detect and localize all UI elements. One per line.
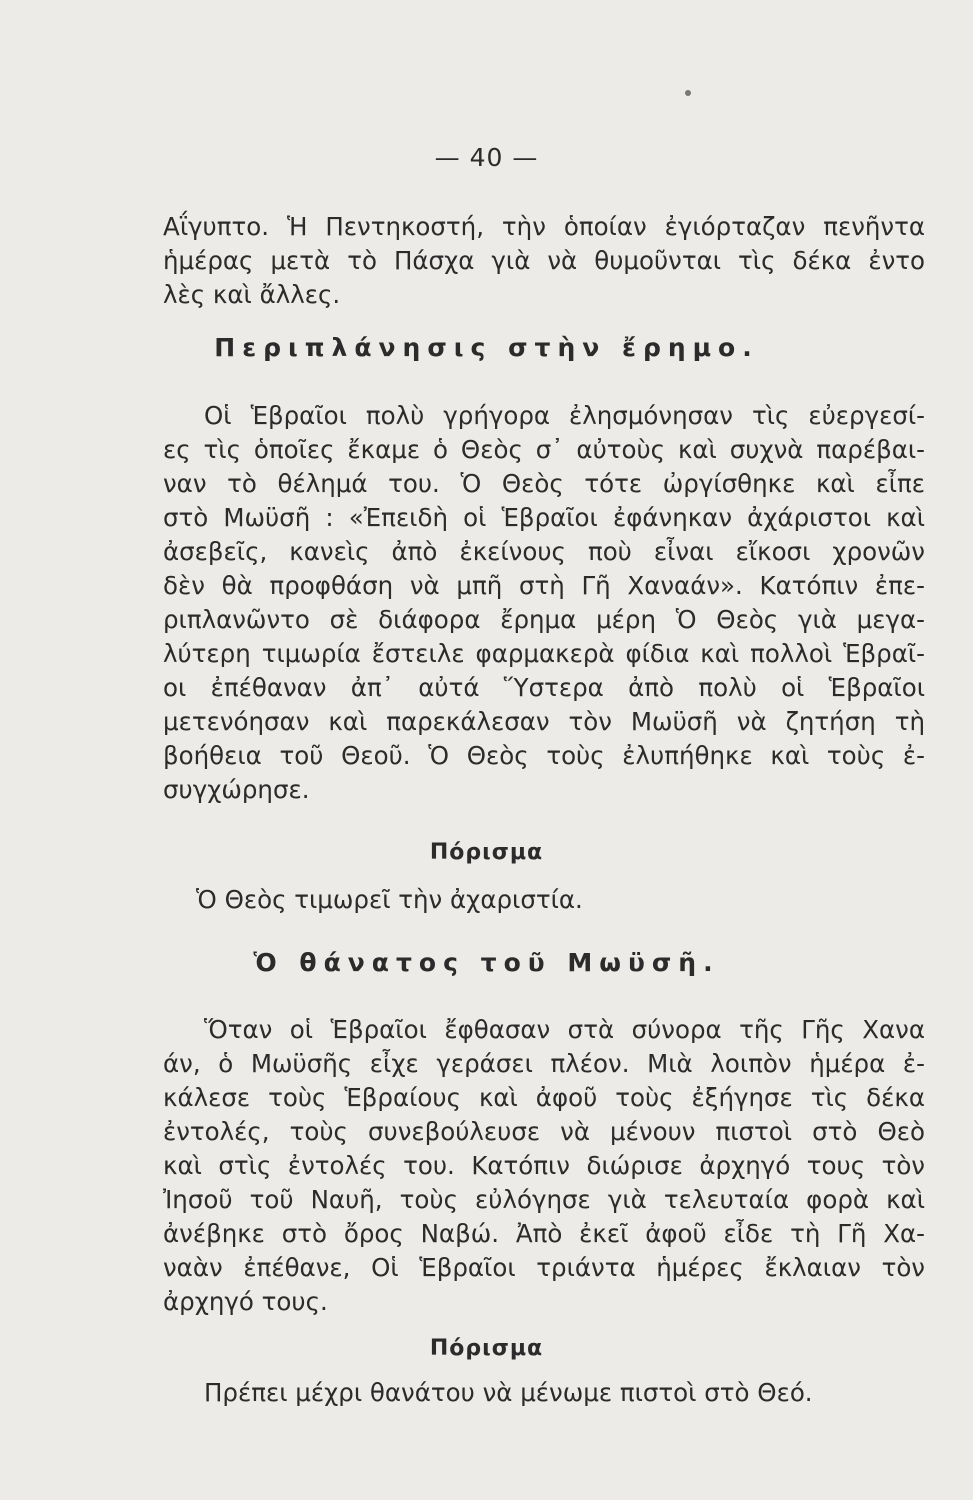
text-line: κάλεσε τοὺς Ἑβραίους καὶ ἀφοῦ τοὺς ἐξήγησε τὶς δέκα <box>163 1083 925 1112</box>
text-line: ἀρχηγό τους. <box>163 1287 328 1316</box>
text-line: ναν τὸ θέλημά του. Ὁ Θεὸς τότε ὠργίσθηκε καὶ εἶπε <box>163 469 925 498</box>
porisma-label: Πόρισμα <box>429 1336 544 1361</box>
text-line: ναὰν ἐπέθανε, Οἱ Ἑβραῖοι τριάντα ἡμέρες ἔκλαιαν τὸν <box>163 1253 925 1282</box>
text-line: μετενόησαν καὶ παρεκάλεσαν τὸν Μωϋσῆ νὰ ζητήση τὴ <box>163 707 925 736</box>
porisma-label: Πόρισμα <box>429 840 544 865</box>
ink-speck <box>685 90 691 96</box>
text-line: ἐντολές, τοὺς συνεβούλευσε νὰ μένουν πιστοὶ στὸ Θεὸ <box>163 1117 925 1146</box>
text-line: βοήθεια τοῦ Θεοῦ. Ὁ Θεὸς τοὺς ἐλυπήθηκε καὶ τοὺς ἐ- <box>163 741 925 770</box>
text-line: στὸ Μωϋσῆ : «Ἐπειδὴ οἱ Ἑβραῖοι ἐφάνηκαν ἀχάριστοι καὶ <box>163 503 925 532</box>
text-line: Αΐγυπτο. Ἡ Πεντηκοστή, τὴν ὁποίαν ἐγιόρταζαν πενῆντα <box>163 212 925 241</box>
page-number: — 40 — <box>434 143 539 172</box>
text-line: λὲς καὶ ἄλλες. <box>163 280 341 309</box>
text-line: ἀσεβεῖς, κανεὶς ἀπὸ ἐκείνους ποὺ εἶναι εἴκοσι χρονῶν <box>163 537 925 566</box>
text-line: ἡμέρας μετὰ τὸ Πάσχα γιὰ νὰ θυμοῦνται τὶς δέκα ἐντο <box>163 246 925 275</box>
text-line: ριπλανῶντο σὲ διάφορα ἔρημα μέρη Ὁ Θεὸς γιὰ μεγα- <box>163 605 925 634</box>
porisma-text: Πρέπει μέχρι θανάτου νὰ μένωμε πιστοὶ στὸ Θεό. <box>204 1378 813 1407</box>
text-line: Οἱ Ἑβραῖοι πολὺ γρήγορα ἐλησμόνησαν τὶς εὐεργεσί- <box>204 401 925 430</box>
text-line: άν, ὁ Μωϋσῆς εἶχε γεράσει πλέον. Μιὰ λοιπὸν ἡμέρα ἐ- <box>163 1049 925 1078</box>
text-line: συγχώρησε. <box>163 775 310 804</box>
text-line: καὶ στὶς ἐντολές του. Κατόπιν διώρισε ἀρχηγό τους τὸν <box>163 1151 925 1180</box>
text-line: λύτερη τιμωρία ἔστειλε φαρμακερὰ φίδια καὶ πολλοὶ Ἑβραῖ- <box>163 639 925 668</box>
porisma-text: Ὁ Θεὸς τιμωρεῖ τὴν ἀχαριστία. <box>196 885 583 914</box>
text-line: ἀνέβηκε στὸ ὄρος Ναβώ. Ἀπὸ ἐκεῖ ἀφοῦ εἶδε τὴ Γῆ Χα- <box>163 1219 925 1248</box>
text-line: δὲν θὰ προφθάση νὰ μπῆ στὴ Γῆ Χαναάν». Κατόπιν ἐπε- <box>163 571 925 600</box>
text-line: ες τὶς ὁποῖες ἔκαμε ὁ Θεὸς σ᾽ αὐτοὺς καὶ συχνὰ παρέβαι- <box>163 435 925 464</box>
section-heading-wandering: Περιπλάνησις στὴν ἔρημο. <box>214 333 759 362</box>
text-line: Ὅταν οἱ Ἑβραῖοι ἔφθασαν στὰ σύνορα τῆς Γῆς Χανα <box>204 1015 925 1044</box>
text-line: Ἰησοῦ τοῦ Ναυῆ, τοὺς εὐλόγησε γιὰ τελευταία φορὰ καὶ <box>163 1185 925 1214</box>
section-heading-death-of-moses: Ὁ θάνατος τοῦ Μωϋσῆ. <box>253 948 720 977</box>
text-line: οι ἐπέθαναν ἀπ᾽ αὐτά Ὕστερα ἀπὸ πολὺ οἱ Ἑβραῖοι <box>163 673 925 702</box>
